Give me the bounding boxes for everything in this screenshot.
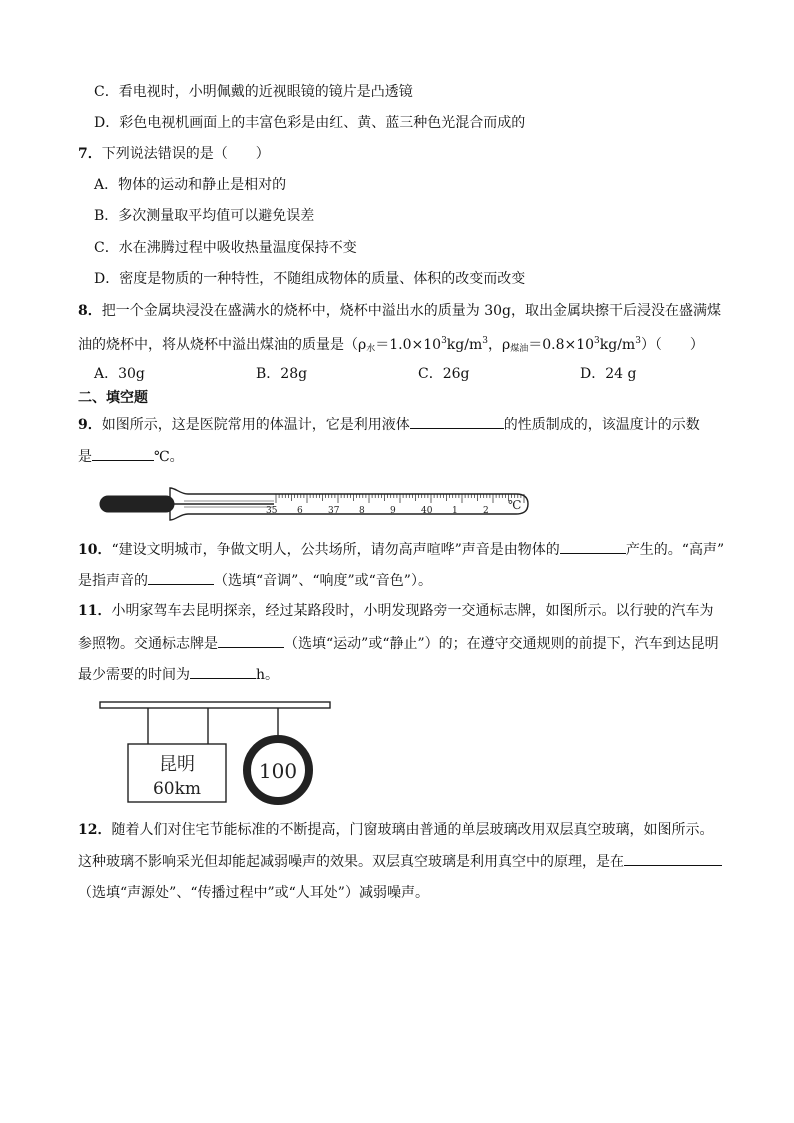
- q12-blank-1[interactable]: [624, 851, 722, 866]
- scale-label: 8: [359, 506, 365, 516]
- exponent: 3: [441, 336, 447, 346]
- q10-text-c: 是指声音的: [78, 573, 148, 589]
- q10-line1: [78, 539, 724, 560]
- q12-line2: [78, 851, 722, 872]
- q7-option-a: A．物体的运动和静止是相对的: [94, 177, 287, 193]
- density-unit: kg/m: [446, 337, 483, 353]
- q8-stem-line2: [78, 331, 704, 359]
- q7-number: 7．: [78, 146, 102, 162]
- q7-option-d: D．密度是物质的一种特性，不随组成物体的质量、体积的改变而改变: [94, 271, 526, 287]
- sign-distance: 60km: [152, 779, 202, 799]
- q10-blank-1[interactable]: [560, 539, 626, 554]
- q12-text-a: 随着人们对住宅节能标准的不断提高，门窗玻璃由普通的单层玻璃改用双层真空玻璃，如图所示。: [111, 822, 714, 838]
- q10-blank-2[interactable]: [148, 570, 214, 585]
- q11-line2: [78, 633, 719, 654]
- q9-blank-2[interactable]: [92, 446, 154, 461]
- separator: ，ρ: [487, 337, 511, 353]
- scale-label: 35: [266, 506, 278, 516]
- scale-label: 40: [421, 506, 433, 516]
- q10-number: 10．: [78, 542, 112, 558]
- rho-oil-subscript: 煤油: [510, 344, 529, 354]
- q11-text-d: 最少需要的时间为: [78, 667, 190, 683]
- q8-option-c: C．26g: [418, 366, 470, 382]
- unit-exponent: 3: [635, 336, 641, 346]
- scale-label: 37: [328, 506, 340, 516]
- q11-text-c: （选填“运动”或“静止”）的；在遵守交通规则的前提下，汽车到达昆明: [284, 636, 719, 652]
- q11-blank-1[interactable]: [218, 633, 284, 648]
- q11-text-e: h。: [256, 667, 280, 683]
- q9-text-d: ℃。: [154, 449, 184, 465]
- q11-number: 11．: [78, 603, 112, 619]
- rho-water-value: ＝1.0×10: [375, 337, 442, 353]
- scale-label: 2: [483, 506, 489, 516]
- exponent: 3: [594, 336, 600, 346]
- q9-text-b: 的性质制成的，该温度计的示数: [503, 417, 700, 433]
- q8-option-a: A．30g: [94, 366, 145, 382]
- speed-limit-value: 100: [258, 759, 298, 783]
- q7-option-c: C．水在沸腾过程中吸收热量温度保持不变: [94, 240, 357, 256]
- density-unit: kg/m: [599, 337, 636, 353]
- rho-oil-value: ＝0.8×10: [528, 337, 595, 353]
- q11-line1: [78, 601, 713, 621]
- q9-line1: [78, 414, 700, 435]
- q11-text-b: 参照物。交通标志牌是: [78, 636, 218, 652]
- q7-stem: [78, 144, 270, 164]
- q6-option-d: D．彩色电视机画面上的丰富色彩是由红、黄、蓝三种色光混合而成的: [94, 115, 526, 131]
- q8-text-2: 油的烧杯中，将从烧杯中溢出煤油的质量是（ρ: [78, 337, 367, 353]
- q12-text-b: 这种玻璃不影响采光但却能起减弱噪声的效果。双层真空玻璃是利用真空中的原理，是在: [78, 854, 624, 870]
- q8-option-d: D．24 g: [580, 366, 637, 382]
- q9-blank-1[interactable]: [410, 414, 504, 429]
- q8-option-b: B．28g: [256, 366, 308, 382]
- rho-water-subscript: 水: [366, 344, 376, 354]
- q7-option-b: B．多次测量取平均值可以避免误差: [94, 208, 315, 224]
- scale-label: 9: [390, 506, 396, 516]
- scale-label: 1: [452, 506, 458, 516]
- q12-line1: [78, 820, 713, 840]
- q12-number: 12．: [78, 822, 112, 838]
- q9-text-a: 如图所示，这是医院常用的体温计，它是利用液体: [101, 417, 410, 433]
- q12-line3: （选填“声源处”、“传播过程中”或“人耳处”）减弱噪声。: [78, 885, 429, 901]
- unit-exponent: 3: [482, 336, 488, 346]
- q8-paren: ）（ ）: [640, 337, 704, 353]
- q11-text-a: 小明家驾车去昆明探亲，经过某路段时，小明发现路旁一交通标志牌，如图所示。以行驶的汽车为: [111, 603, 714, 619]
- q6-option-c: C．看电视时，小明佩戴的近视眼镜的镜片是凸透镜: [94, 84, 413, 100]
- q9-line2: [78, 446, 184, 467]
- q8-stem-line1: [78, 301, 721, 321]
- q11-line3: [78, 664, 279, 685]
- sign-city: 昆明: [159, 754, 195, 775]
- q8-number: 8．: [78, 303, 102, 319]
- q8-text-1: 把一个金属块浸没在盛满水的烧杯中，烧杯中溢出水的质量为 30g，取出金属块擦干后浸没在盛满煤: [101, 303, 721, 319]
- q9-number: 9．: [78, 417, 102, 433]
- thermometer-figure: [96, 484, 532, 524]
- q10-line2: [78, 570, 432, 591]
- traffic-sign-figure: [98, 698, 334, 808]
- thermometer-unit: ℃: [508, 498, 522, 512]
- section-heading: 二、填空题: [78, 390, 148, 406]
- q11-blank-2[interactable]: [190, 664, 256, 679]
- q10-text-d: （选填“音调”、“响度”或“音色”）。: [214, 573, 432, 589]
- q10-text-b: 产生的。“高声”: [625, 542, 725, 558]
- scale-label: 6: [297, 506, 303, 516]
- q7-text: 下列说法错误的是（ ）: [101, 146, 270, 162]
- q9-text-c: 是: [78, 449, 92, 465]
- q10-text-a: “建设文明城市，争做文明人，公共场所，请勿高声喧哗”声音是由物体的: [111, 542, 560, 558]
